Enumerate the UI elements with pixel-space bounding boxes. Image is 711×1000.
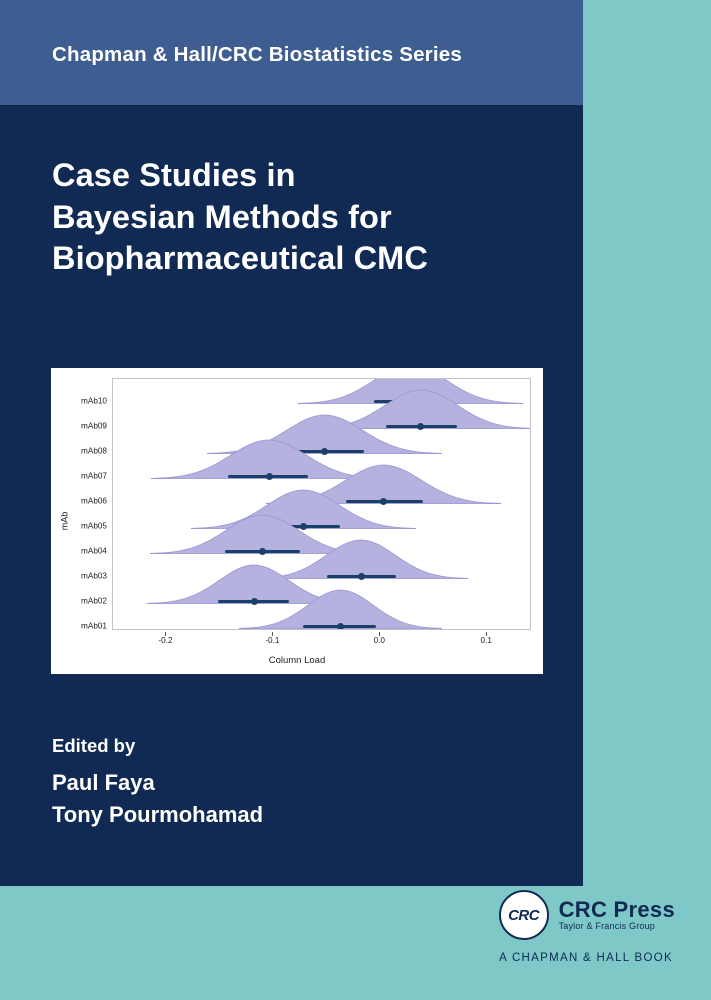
chart-y-tick-label: mAb09: [81, 421, 107, 430]
series-band: [0, 0, 583, 105]
title-line-1: Case Studies in: [52, 157, 296, 193]
chart-y-tick-label: mAb08: [81, 446, 107, 455]
publisher-imprint: Taylor & Francis Group: [558, 921, 656, 932]
chart-y-tick-label: mAb01: [81, 621, 107, 630]
author-name: Paul Faya: [52, 770, 155, 795]
chart-x-tick-mark: [379, 632, 380, 636]
chart-y-tick-label: mAb06: [81, 496, 107, 505]
publisher-name: CRC Press: [558, 896, 675, 922]
chart-y-tick-label: mAb03: [81, 571, 107, 580]
chart-x-tick-label: 0.0: [373, 636, 385, 645]
chart-y-tick-label: mAb10: [81, 396, 107, 405]
chart-x-tick-mark: [486, 632, 487, 636]
chart-x-tick-label: -0.2: [158, 636, 173, 645]
median-point: [337, 623, 344, 630]
chart-y-tick-label: mAb04: [81, 546, 107, 555]
chart-y-ticks: [61, 378, 107, 630]
edited-by-label: Edited by: [52, 735, 136, 756]
chart-x-ticks: [112, 636, 531, 648]
chart-y-tick-label: mAb02: [81, 596, 107, 605]
chart-x-axis-label: Column Load: [268, 655, 326, 666]
title-line-3: Biopharmaceutical CMC: [52, 240, 428, 277]
ridge-row: [113, 379, 530, 629]
chart-y-axis-label: mAb: [59, 511, 70, 531]
crc-press-logo: [499, 890, 675, 940]
chart-x-tick-mark: [272, 632, 273, 636]
publisher-block: [375, 890, 675, 980]
publisher-tagline: A CHAPMAN & HALL BOOK: [499, 952, 673, 964]
chart-x-tick-label: -0.1: [265, 636, 280, 645]
chart-y-tick-label: mAb07: [81, 471, 107, 480]
chart-x-tick-label: 0.1: [480, 636, 492, 645]
series-title: Chapman & Hall/CRC Biostatistics Series: [52, 43, 462, 66]
crc-seal-icon: CRC: [499, 890, 549, 940]
title-line-2: Bayesian Methods for: [52, 198, 392, 235]
cover-main-panel: [0, 105, 583, 886]
author-name: Tony Pourmohamad: [52, 802, 264, 827]
cover-figure: [51, 368, 543, 674]
book-title: [52, 155, 562, 280]
chart-plot-area: [112, 378, 531, 630]
crc-wordmark: [559, 898, 675, 932]
chart-y-tick-label: mAb05: [81, 521, 107, 530]
chart-x-tick-mark: [165, 632, 166, 636]
